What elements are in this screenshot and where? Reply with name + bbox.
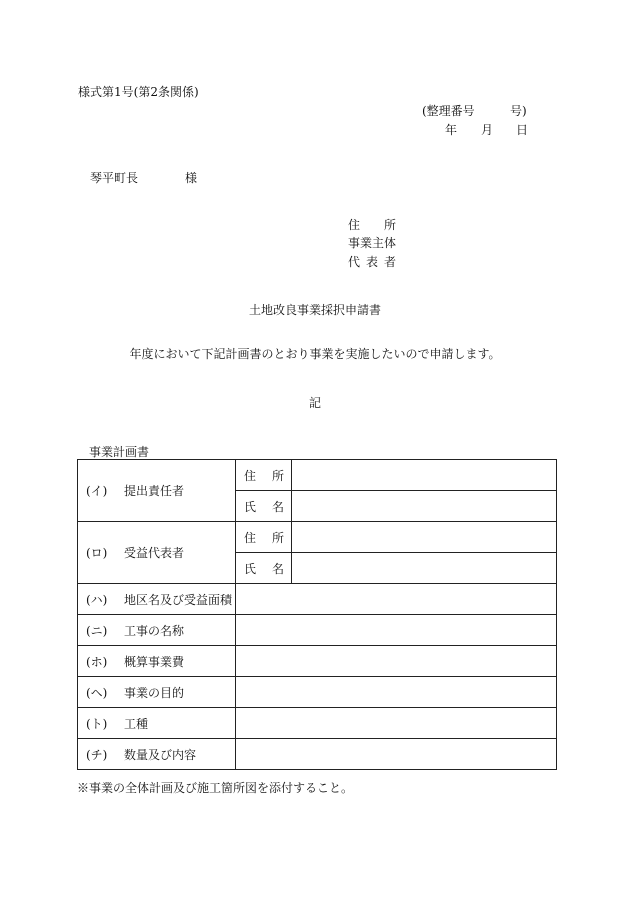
item-label: 数量及び内容 [124,747,197,762]
item-code: (ニ) [86,623,108,638]
item-cell [78,646,236,677]
date-day-label: 日 [516,123,529,137]
document-title: 土地改良事業採択申請書 [248,303,381,317]
value-cell[interactable] [236,584,557,615]
date-month-label: 月 [481,123,494,137]
item-cell [78,615,236,646]
value-cell[interactable] [236,708,557,739]
item-label: 事業の目的 [124,685,185,700]
char: 事 [348,236,361,250]
item-code: (ハ) [86,592,108,607]
sub-address-label [244,529,284,546]
item-code: (ト) [86,716,108,731]
reference-number-suffix: 号) [510,104,527,118]
sub-name-label [244,560,284,577]
char: 表 [365,255,378,269]
char: 業 [360,236,373,250]
table-row [78,739,557,770]
sub-label-cell [236,491,292,522]
table-row [78,708,557,739]
item-cell [78,708,236,739]
table-row [78,646,557,677]
item-cell [78,460,236,522]
item-code: (ホ) [86,654,108,669]
applicant-address-label [348,219,396,231]
item-label: 提出責任者 [124,484,185,498]
value-cell[interactable] [236,677,557,708]
addressee-honorific: 様 [185,171,198,185]
plan-heading: 事業計画書 [89,445,150,459]
value-cell[interactable] [292,491,557,522]
sub-address-label [244,467,284,484]
item-label: 概算事業費 [124,654,185,669]
item-code: (ロ) [86,546,108,560]
char: 主 [372,236,385,250]
sub-label-cell [236,522,292,553]
table-row [78,584,557,615]
intro-text: 年度において下記計画書のとおり事業を実施したいので申請します。 [129,347,501,361]
applicant-representative-label [348,256,396,268]
item-cell [78,522,236,584]
char: 氏 [244,499,257,514]
table-row [78,460,557,491]
item-label: 工事の名称 [124,623,185,638]
sub-label-cell [236,553,292,584]
table-row [78,677,557,708]
item-cell [78,584,236,615]
sub-name-label [244,498,284,515]
item-label: 工種 [124,716,149,731]
addressee-name: 琴平町長 [90,171,139,185]
value-cell[interactable] [236,739,557,770]
char: 所 [383,218,396,232]
char: 名 [271,561,284,576]
char: 所 [271,530,284,545]
applicant-entity-label [348,237,396,249]
char: 住 [348,218,361,232]
form-number: 様式第1号(第2条関係) [78,85,199,99]
date-year-label: 年 [445,123,458,137]
char: 所 [271,468,284,483]
reference-number-label: (整理番号 [422,104,475,118]
item-label: 地区名及び受益面積 [124,592,233,607]
value-cell[interactable] [292,460,557,491]
item-code: (イ) [86,484,108,498]
table-row [78,615,557,646]
sub-label-cell [236,460,292,491]
item-code: (ヘ) [86,685,108,700]
char: 住 [244,468,257,483]
item-code: (チ) [86,747,108,762]
ki-mark: 記 [308,396,321,410]
table-row [78,522,557,553]
char: 体 [384,236,397,250]
attachment-note: ※事業の全体計画及び施工箇所図を添付すること。 [77,781,354,795]
item-cell [78,739,236,770]
char: 住 [244,530,257,545]
value-cell[interactable] [236,615,557,646]
plan-table [77,459,557,770]
value-cell[interactable] [292,553,557,584]
item-cell [78,677,236,708]
char: 代 [348,255,361,269]
char: 者 [383,255,396,269]
value-cell[interactable] [292,522,557,553]
value-cell[interactable] [236,646,557,677]
char: 名 [271,499,284,514]
char: 氏 [244,561,257,576]
item-label: 受益代表者 [124,546,185,560]
